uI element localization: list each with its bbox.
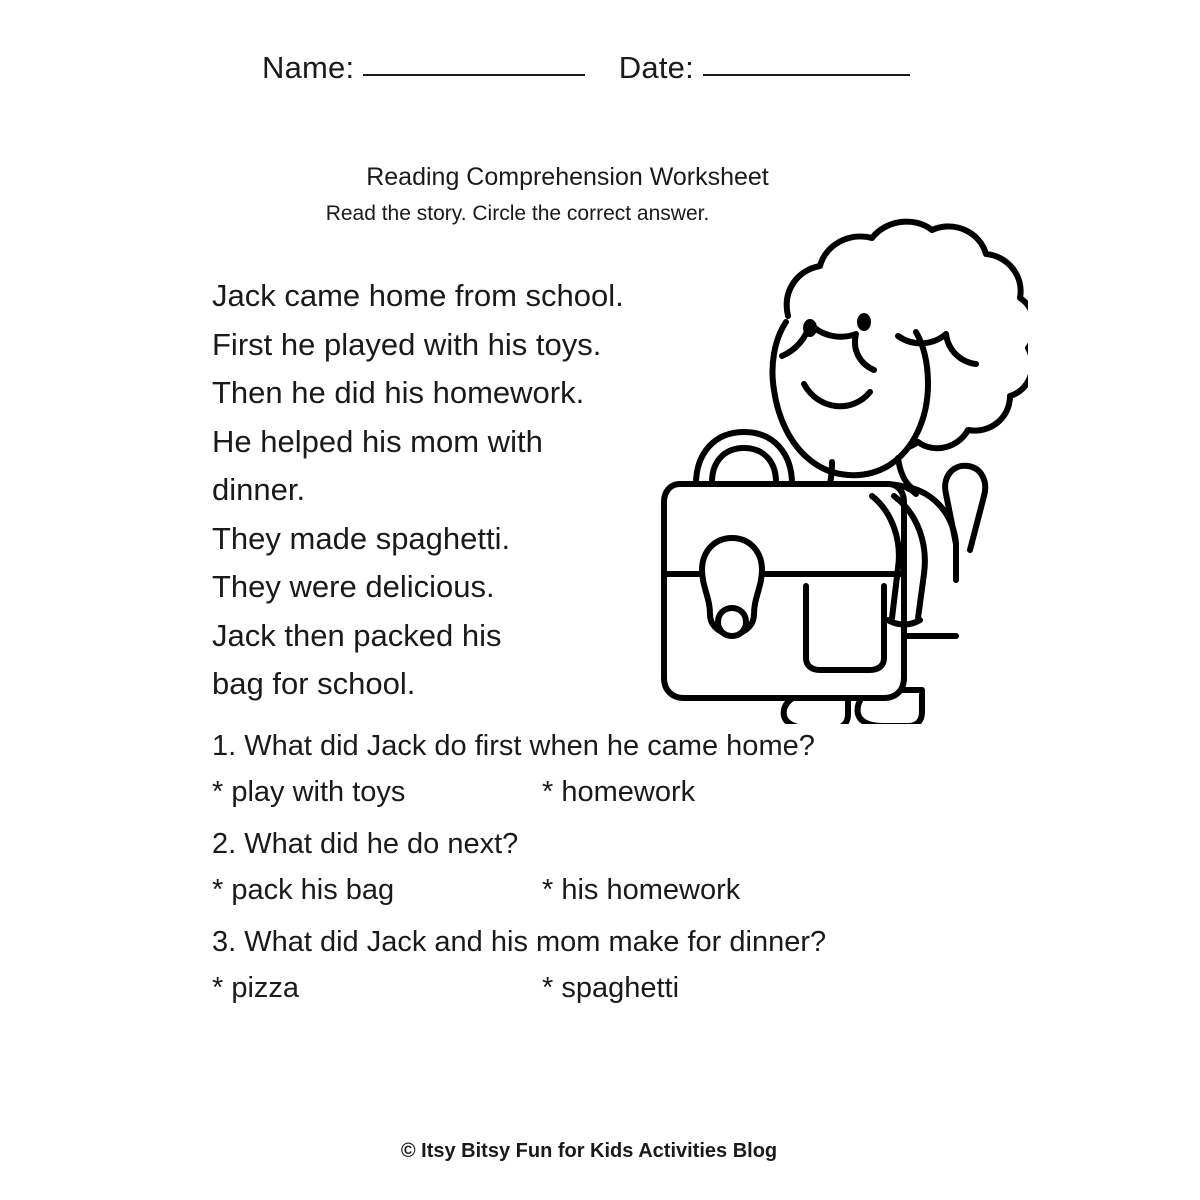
answer-option[interactable]: * pack his bag <box>212 874 395 906</box>
story-line: Jack came home from school. <box>212 278 624 313</box>
story-line: They were delicious. <box>212 569 495 604</box>
boy-with-backpack-illustration <box>636 196 1028 724</box>
story-line: First he played with his toys. <box>212 326 602 362</box>
answer-option[interactable]: * his homework <box>542 874 741 906</box>
question-block <box>212 926 1012 1018</box>
illustration-svg <box>636 196 1028 724</box>
page-title: Reading Comprehension Worksheet <box>366 163 769 191</box>
question-block <box>212 828 1012 920</box>
page-subtitle: Read the story. Circle the correct answer. <box>325 202 710 225</box>
answer-option[interactable]: * spaghetti <box>542 972 680 1004</box>
date-input-rule[interactable] <box>703 74 910 76</box>
questions-list <box>212 730 1012 1024</box>
answer-option[interactable]: * homework <box>542 776 696 808</box>
story-line: dinner. <box>212 472 306 507</box>
story-line: Jack then packed his <box>212 617 502 653</box>
question-block <box>212 730 1012 822</box>
answer-row <box>212 972 1012 1018</box>
question-text: 1. What did Jack do first when he came home? <box>212 730 815 762</box>
name-label: Name: <box>262 50 355 85</box>
story-line: Then he did his homework. <box>212 375 585 410</box>
date-label: Date: <box>618 50 694 85</box>
name-date-row <box>262 50 910 86</box>
footer-credit: © Itsy Bitsy Fun for Kids Activities Blog <box>400 1140 778 1162</box>
story-line: They made spaghetti. <box>212 520 511 556</box>
question-text: 3. What did Jack and his mom make for dinner? <box>212 926 827 958</box>
answer-row <box>212 776 1012 822</box>
answer-row <box>212 874 1012 920</box>
answer-option[interactable]: * pizza <box>212 972 300 1004</box>
question-text: 2. What did he do next? <box>212 828 519 860</box>
story-line: bag for school. <box>212 666 416 701</box>
name-input-rule[interactable] <box>363 74 585 76</box>
story-line: He helped his mom with <box>212 423 543 459</box>
answer-option[interactable]: * play with toys <box>212 776 406 808</box>
